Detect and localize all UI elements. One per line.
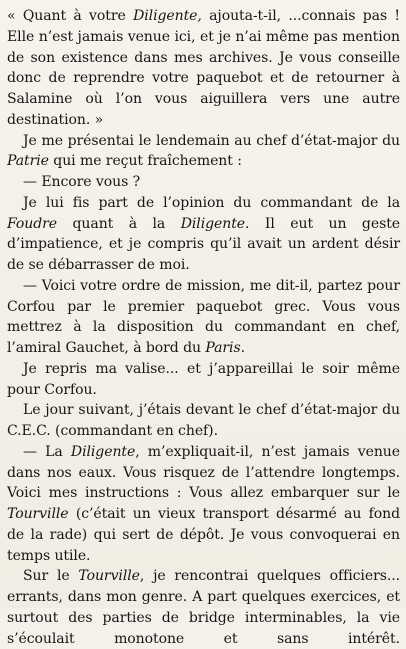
italic-text-run: Patrie bbox=[7, 153, 49, 170]
paragraph bbox=[7, 6, 400, 131]
text-run: Je repris ma valise... et j’appareillai le soir même pour Corfou. bbox=[7, 360, 400, 398]
text-run: ajouta-t-il, ...connais pas ! Elle n’est jamais venue ici, et je n’ai même pas mention de son existence dans mes archives. Je vous conseille donc de reprendre votre paquebot et de retourner à Salamine où l’on vous aiguillera vers une autre destination. » bbox=[7, 8, 400, 128]
italic-text-run: Diligente bbox=[70, 443, 136, 460]
paragraph bbox=[7, 359, 400, 401]
text-run: , je rencontrai quelques officiers... errants, dans mon genre. A part quelques exercices, et surtout des parties de bridge interminables, la vie s’écoulait monotone et sans intérêt. bbox=[7, 568, 401, 647]
paragraph bbox=[7, 131, 400, 173]
italic-text-run: Tourville bbox=[7, 506, 69, 522]
text-run: Le jour suivant, j’étais devant le chef d’état-major du C.E.C. (commandant en chef). bbox=[7, 402, 400, 439]
text-run: « Quant à votre bbox=[7, 8, 134, 24]
text-run: , m’expliquait-il, n’est jamais venue dans nos eaux. Vous risquez de l’attendre longtemps. Voici mes instructions : Vous allez embarquer sur le bbox=[7, 443, 401, 502]
text-run: . Il eut un geste d’impatience, et je compris qu’il avait un ardent désir de se débarrasser de moi. bbox=[7, 215, 401, 273]
text-run: — Encore vous ? bbox=[23, 174, 141, 190]
text-run: (c’était un vieux transport désarmé au fond de la rade) qui sert de dépôt. Je vous convoquerai en temps utile. bbox=[7, 506, 400, 564]
text-run: — La bbox=[23, 443, 71, 460]
text-block bbox=[7, 6, 400, 649]
text-run: quant à la bbox=[57, 215, 181, 232]
paragraph bbox=[7, 442, 400, 567]
text-run: Je me présentai le lendemain au chef d’état-major du bbox=[23, 132, 400, 149]
paragraph bbox=[7, 172, 400, 193]
italic-text-run: Diligente bbox=[180, 215, 246, 232]
text-run: qui me reçut fraîchement : bbox=[48, 153, 242, 170]
text-run: — Voici votre ordre de mission, me dit-il, partez pour Corfou par le premier paquebot grec. Vous vous mettrez à la disposition du commandant en chef, l’amiral Gauchet, à bord du bbox=[7, 277, 400, 356]
text-run: . bbox=[240, 340, 245, 356]
paragraph bbox=[7, 276, 400, 359]
italic-text-run: Foudre bbox=[7, 215, 58, 232]
italic-text-run: Tourville bbox=[78, 568, 140, 585]
text-run: Je lui fis part de l’opinion du commandant de la bbox=[23, 194, 400, 211]
paragraph bbox=[7, 193, 400, 276]
italic-text-run: Paris bbox=[205, 340, 241, 356]
text-run: Sur le bbox=[23, 568, 79, 585]
paragraph bbox=[7, 400, 400, 442]
italic-text-run: Diligente, bbox=[133, 8, 202, 24]
